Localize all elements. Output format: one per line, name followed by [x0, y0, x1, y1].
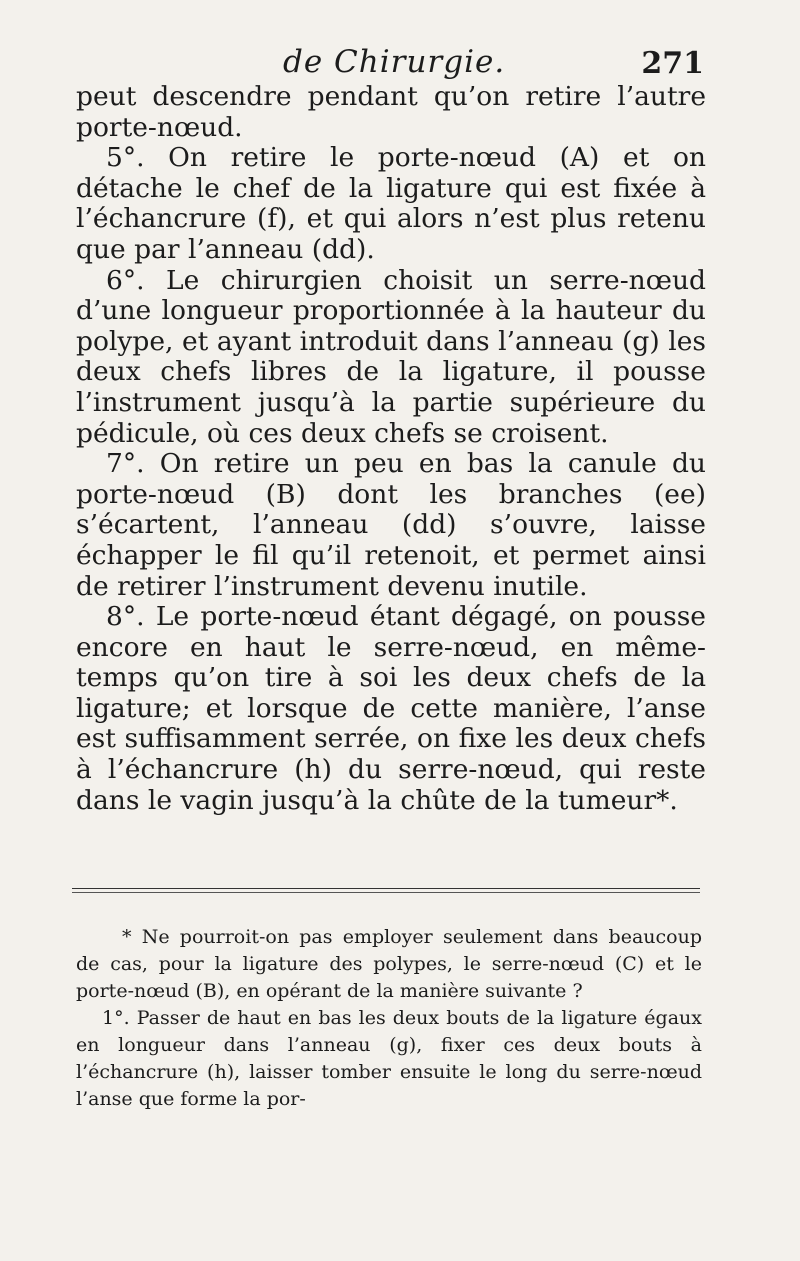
footnote-paragraph: 1°. Passer de haut en bas les deux bouts de la ligature égaux en longueur dans l’anneau (g), fixer ces deux bouts à l’échancrure (h), laisser tomber ensuite le long du serre-nœud l’anse que forme la por-: [76, 1007, 702, 1110]
paragraph-continuation: peut descendre pendant qu’on retire l’autre porte-nœud.: [76, 81, 706, 143]
paragraph-step-5: 5°. On retire le porte-nœud (A) et on détache le chef de la ligature qui est fixée à l’échancrure (f), et qui alors n’est plus retenu que par l’anneau (dd).: [76, 142, 706, 265]
footnote-divider: [72, 888, 700, 893]
page-header: [0, 44, 800, 84]
footnote: [76, 924, 702, 1113]
paragraph-step-6: 6°. Le chirurgien choisit un serre-nœud d’une longueur proportionnée à la hauteur du polype, et ayant introduit dans l’anneau (g) les deux chefs libres de la ligature, il pousse l’instrument jusqu’à la partie supérieure du pédicule, où ces deux chefs se croisent.: [76, 264, 706, 449]
paragraph-step-8: 8°. Le porte-nœud étant dégagé, on pousse encore en haut le serre-nœud, en même-temps qu’on tire à soi les deux chefs de la ligature; et lorsque de cette manière, l’anse est suffisamment serrée, on fixe les deux chefs à l’échancrure (h) du serre-nœud, qui reste dans le vagin jusqu’à la chûte de la tumeur*.: [76, 601, 706, 816]
main-text: [76, 82, 706, 816]
running-title: de Chirurgie.: [283, 44, 506, 80]
page-number: 271: [641, 46, 704, 81]
footnote-paragraph: * Ne pourroit-on pas employer seulement dans beaucoup de cas, pour la ligature des polypes, le serre-nœud (C) et le porte-nœud (B), en opérant de la manière suivante ?: [76, 926, 702, 1002]
paragraph-step-7: 7°. On retire un peu en bas la canule du porte-nœud (B) dont les branches (ee) s’écartent, l’anneau (dd) s’ouvre, laisse échapper le fil qu’il retenoit, et permet ainsi de retirer l’instrument devenu inutile.: [76, 448, 706, 602]
